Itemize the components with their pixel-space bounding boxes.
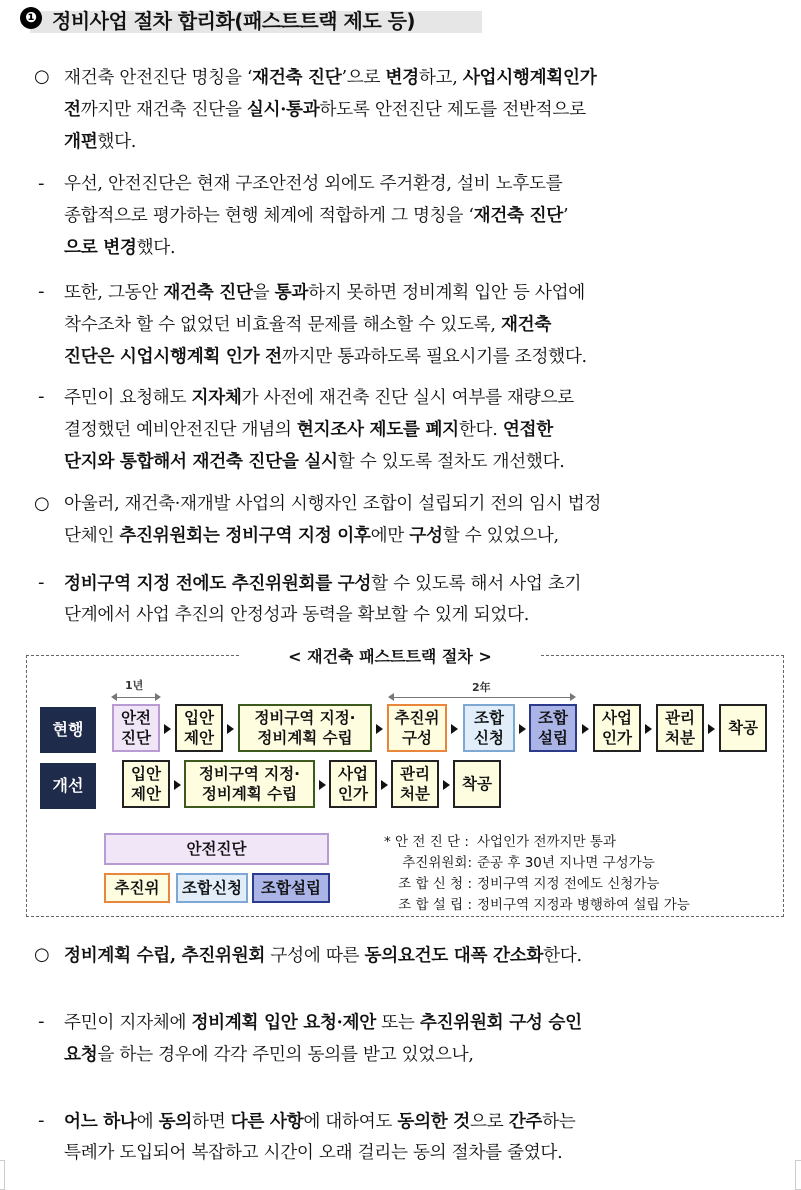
step-construction: 착공	[453, 760, 501, 808]
step-safety-check: 안전 진단	[112, 704, 160, 752]
circle-bullet: ○	[34, 66, 50, 87]
step-zone-designation: 정비구역 지정· 정비계획 수립	[184, 760, 315, 808]
span-label-1y: 1년	[125, 679, 144, 692]
step-project-approval: 사업 인가	[593, 704, 641, 752]
section-number: ❶	[20, 7, 42, 29]
flow-arrow	[227, 724, 234, 734]
flow-arrow	[381, 780, 388, 790]
diagram-title: < 재건축 패스트트랙 절차 >	[240, 645, 540, 669]
row-label-improved: 개선	[40, 763, 96, 809]
legend-committee: 추진위	[104, 873, 170, 903]
note-key: 조 합 설 립 :	[398, 897, 472, 913]
paragraph-5	[64, 489, 784, 552]
flow-arrow	[164, 724, 171, 734]
span-arrow-1y	[113, 697, 159, 698]
note-line	[384, 853, 655, 873]
flow-arrow	[319, 780, 326, 790]
step-proposal: 입안 제안	[175, 704, 223, 752]
circle-bullet: ○	[34, 493, 50, 514]
paragraph-7	[64, 940, 784, 972]
flow-arrow	[645, 724, 652, 734]
note-line	[384, 832, 616, 852]
flow-arrow	[708, 724, 715, 734]
dash-bullet: -	[38, 386, 45, 407]
note-value: 준공 후 30년 지나면 구성가능	[477, 855, 655, 871]
note-key: 추진위원회:	[402, 855, 472, 871]
paragraph-6	[64, 568, 784, 631]
circle-bullet: ○	[34, 944, 50, 965]
paragraph-4	[64, 382, 784, 478]
text-line: 요청을 하는 경우에 각각 주민의 동의를 받고 있었으나,	[64, 1044, 474, 1065]
dash-bullet: -	[38, 572, 45, 593]
legend-union-establish: 조합설립	[252, 873, 330, 903]
legend-safety-check: 안전진단	[104, 833, 329, 865]
step-management-disposal: 관리 처분	[656, 704, 704, 752]
step-project-approval: 사업 인가	[329, 760, 377, 808]
text-line: 착수조차 할 수 없었던 비효율적 문제를 해소할 수 있도록, 재건축	[64, 314, 552, 335]
text-line: 주민이 요청해도 지자체가 사전에 재건축 진단 실시 여부를 재량으로	[64, 387, 574, 408]
dash-bullet: -	[38, 1110, 45, 1131]
text-line: 전까지만 재건축 진단을 실시·통과하도록 안전진단 제도를 전반적으로	[64, 99, 586, 120]
page-corner-mark	[0, 1160, 5, 1190]
paragraph-1	[64, 62, 784, 158]
row-label-current: 현행	[40, 707, 96, 753]
text-line: 특례가 도입되어 복잡하고 시간이 오래 걸리는 동의 절차를 줄였다.	[64, 1143, 563, 1163]
section-header	[8, 4, 484, 32]
text-line: 단계에서 사업 추진의 안정성과 동력을 확보할 수 있게 되었다.	[64, 605, 530, 625]
text-line: 우선, 안전진단은 현재 구조안전성 외에도 주거환경, 설비 노후도를	[64, 174, 563, 194]
dash-bullet: -	[38, 281, 45, 302]
note-value: 정비구역 지정과 병행하여 설립 가능	[477, 897, 690, 913]
span-label-2y: 2年	[472, 681, 491, 694]
flow-arrow	[443, 780, 450, 790]
text-line: 결정했던 예비안전진단 개념의 현지조사 제도를 폐지한다. 연접한	[64, 419, 553, 440]
flow-arrow	[451, 724, 458, 734]
paragraph-9	[64, 1106, 784, 1169]
text-line: 또한, 그동안 재건축 진단을 통과하지 못하면 정비계획 입안 등 사업에	[64, 282, 585, 303]
flow-arrow	[174, 780, 181, 790]
flow-arrow	[582, 724, 589, 734]
note-key: * 안 전 진 단 :	[384, 834, 469, 850]
legend-union-apply: 조합신청	[176, 873, 248, 903]
text-line: 어느 하나에 동의하면 다른 사항에 대하여도 동의한 것으로 간주하는	[64, 1111, 576, 1132]
span-arrow-2y	[390, 697, 574, 698]
text-line: 재건축 안전진단 명칭을 ‘재건축 진단’으로 변경하고, 사업시행계획인가	[64, 67, 597, 88]
text-line: 진단은 시업시행계획 인가 전까지만 통과하도록 필요시기를 조정했다.	[64, 346, 587, 367]
step-committee: 추진위 구성	[387, 704, 447, 752]
section-title: 정비사업 절차 합리화(패스트트랙 제도 등)	[52, 9, 416, 33]
step-management-disposal: 관리 처분	[391, 760, 439, 808]
paragraph-3	[64, 277, 784, 373]
step-construction: 착공	[719, 704, 767, 752]
note-key: 조 합 신 청 :	[398, 876, 472, 892]
note-line	[384, 895, 690, 915]
text-line: 아울러, 재건축·재개발 사업의 시행자인 조합이 설립되기 전의 임시 법정	[64, 494, 602, 514]
flow-arrow	[519, 724, 526, 734]
text-line: 개편했다.	[64, 131, 137, 152]
paragraph-2	[64, 169, 784, 264]
step-proposal: 입안 제안	[122, 760, 170, 808]
text-line: 종합적으로 평가하는 현행 체계에 적합하게 그 명칭을 ‘재건축 진단’	[64, 205, 569, 226]
step-zone-designation: 정비구역 지정· 정비계획 수립	[238, 704, 372, 752]
note-line	[384, 874, 659, 894]
step-union-apply: 조합 신청	[463, 704, 515, 752]
flow-arrow	[376, 724, 383, 734]
dash-bullet: -	[38, 173, 45, 194]
dash-bullet: -	[38, 1011, 45, 1032]
note-value: 사업인가 전까지만 통과	[477, 834, 616, 850]
text-line: 단체인 추진위원회는 정비구역 지정 이후에만 구성할 수 있었으나,	[64, 525, 559, 546]
paragraph-8	[64, 1007, 784, 1071]
text-line: 주민이 지자체에 정비계획 입안 요청·제안 또는 추진위원회 구성 승인	[64, 1012, 582, 1033]
page-corner-mark	[795, 1160, 801, 1190]
step-union-establish: 조합 설립	[529, 704, 577, 752]
text-line: 단지와 통합해서 재건축 진단을 실시할 수 있도록 절차도 개선했다.	[64, 451, 565, 472]
text-line: 정비구역 지정 전에도 추진위원회를 구성할 수 있도록 해서 사업 초기	[64, 573, 582, 594]
note-value: 정비구역 지정 전에도 신청가능	[477, 876, 660, 892]
text-line: 으로 변경했다.	[64, 237, 176, 258]
text-line: 정비계획 수립, 추진위원회 구성에 따른 동의요건도 대폭 간소화한다.	[64, 945, 582, 966]
